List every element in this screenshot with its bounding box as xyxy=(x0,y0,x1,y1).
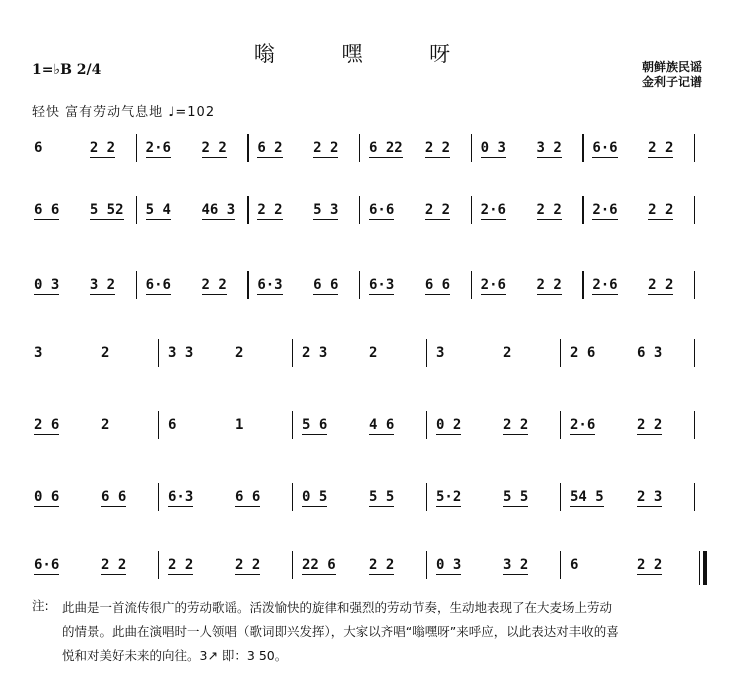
beat: 2 2 xyxy=(369,557,395,573)
beat: 2 xyxy=(101,417,110,433)
barline xyxy=(247,196,248,224)
barline xyxy=(247,134,248,162)
beat: 2·6 xyxy=(145,140,171,156)
beat: 3 xyxy=(34,345,43,361)
beat: 2 xyxy=(101,345,110,361)
beat: 2·6 xyxy=(480,277,506,293)
beat: 2·6 xyxy=(570,417,596,433)
barline xyxy=(158,483,159,511)
barline xyxy=(359,134,360,162)
footnote-line: 此曲是一首流传很广的劳动歌谣。活泼愉快的旋律和强烈的劳动节奏，生动地表现了在大麦场上劳动 xyxy=(62,600,613,615)
beat: 2 2 xyxy=(168,557,194,573)
beat: 2·6 xyxy=(592,202,618,218)
barline xyxy=(694,196,695,224)
barline xyxy=(582,134,583,162)
beat: 6 2 xyxy=(257,140,283,156)
barline xyxy=(158,551,159,579)
beat: 6 xyxy=(168,417,177,433)
beat: 6·3 xyxy=(369,277,395,293)
barline xyxy=(471,271,472,299)
barline xyxy=(292,339,293,367)
beat: 5 52 xyxy=(89,202,124,218)
barline xyxy=(292,411,293,439)
beat: 5 5 xyxy=(503,489,529,505)
barline xyxy=(426,551,427,579)
barline xyxy=(247,271,248,299)
barline xyxy=(136,271,137,299)
beat: 6·6 xyxy=(592,140,618,156)
barline xyxy=(560,411,561,439)
beat: 5 3 xyxy=(313,202,339,218)
beat: 6 6 xyxy=(101,489,127,505)
beat: 5 4 xyxy=(145,202,171,218)
beat: 3 3 xyxy=(168,345,194,361)
beat: 2 2 xyxy=(536,202,562,218)
beat: 2 xyxy=(369,345,378,361)
beat: 2 2 xyxy=(313,140,339,156)
barline xyxy=(292,483,293,511)
beat: 2 2 xyxy=(648,202,674,218)
credits xyxy=(642,60,702,90)
score-row xyxy=(0,405,734,445)
barline xyxy=(426,339,427,367)
barline xyxy=(359,271,360,299)
credit-origin: 朝鲜族民谣 xyxy=(641,60,702,74)
tempo-marking: 轻快 富有劳动气息地 ♩=102 xyxy=(32,105,216,120)
score-row xyxy=(0,545,734,585)
beat: 2 6 xyxy=(34,417,60,433)
beat: 6·6 xyxy=(369,202,395,218)
beat: 5·2 xyxy=(436,489,462,505)
score-row xyxy=(0,265,734,305)
beat: 2 xyxy=(503,345,512,361)
beat: 6 6 xyxy=(235,489,261,505)
barline xyxy=(426,411,427,439)
barline xyxy=(158,411,159,439)
barline xyxy=(694,483,695,511)
footnote xyxy=(62,596,702,668)
beat: 6·3 xyxy=(257,277,283,293)
credit-transcriber: 金利子记谱 xyxy=(641,75,702,89)
beat: 2 3 xyxy=(637,489,663,505)
beat: 5 5 xyxy=(369,489,395,505)
beat: 2 xyxy=(235,345,244,361)
key-signature: 1=♭B 2/4 xyxy=(32,62,102,78)
beat: 2 2 xyxy=(648,277,674,293)
song-title: 嗡 嘿 呀 xyxy=(253,42,481,66)
barline xyxy=(292,551,293,579)
beat: 2 6 xyxy=(570,345,596,361)
beat: 1 xyxy=(235,417,244,433)
footnote-line: 的情景。此曲在演唱时一人领唱（歌词即兴发挥），大家以齐唱“嗡嘿呀”来呼应，以此表达对丰收的喜 xyxy=(62,624,619,639)
beat: 22 6 xyxy=(302,557,336,573)
beat: 0 6 xyxy=(34,489,60,505)
score-row xyxy=(0,333,734,373)
barline xyxy=(471,134,472,162)
beat: 2 2 xyxy=(424,202,451,218)
beat: 5 6 xyxy=(302,417,328,433)
beat: 2·6 xyxy=(592,277,618,293)
beat: 2 2 xyxy=(201,277,227,293)
beat: 46 3 xyxy=(201,202,236,218)
final-barline-thin xyxy=(699,551,700,585)
barline xyxy=(694,134,695,162)
beat: 2 2 xyxy=(637,557,663,573)
barline xyxy=(136,196,137,224)
barline xyxy=(560,339,561,367)
beat: 2 3 xyxy=(302,345,328,361)
final-barline-thick xyxy=(703,551,707,585)
barline xyxy=(359,196,360,224)
beat: 3 xyxy=(436,345,445,361)
beat: 2 2 xyxy=(648,140,674,156)
beat: 2 2 xyxy=(257,202,283,218)
beat: 6 6 xyxy=(34,202,60,218)
beat: 54 5 xyxy=(570,489,604,505)
beat: 6·6 xyxy=(145,277,171,293)
beat: 4 6 xyxy=(369,417,395,433)
beat: 2 2 xyxy=(235,557,261,573)
score-row xyxy=(0,128,734,168)
beat: 6 6 xyxy=(424,277,451,293)
footnote-line: 悦和对美好未来的向往。3↗ 即：3 50。 xyxy=(62,648,288,663)
barline xyxy=(694,271,695,299)
beat: 3 2 xyxy=(503,557,529,573)
barline xyxy=(582,196,583,224)
beat: 2·6 xyxy=(480,202,506,218)
score-row xyxy=(0,477,734,517)
score-row xyxy=(0,190,734,230)
beat: 6·6 xyxy=(34,557,60,573)
beat: 2 2 xyxy=(201,140,227,156)
beat: 6 6 xyxy=(313,277,339,293)
beat: 2 2 xyxy=(89,140,116,156)
barline xyxy=(560,551,561,579)
beat: 6 xyxy=(570,557,579,573)
beat: 0 3 xyxy=(436,557,462,573)
barline xyxy=(694,411,695,439)
footnote-label: 注: xyxy=(32,598,49,613)
beat: 2 2 xyxy=(536,277,562,293)
beat: 2 2 xyxy=(424,140,451,156)
beat: 2 2 xyxy=(637,417,663,433)
beat: 0 3 xyxy=(34,277,60,293)
beat: 6 22 xyxy=(369,140,403,156)
barline xyxy=(560,483,561,511)
barline xyxy=(426,483,427,511)
barline xyxy=(582,271,583,299)
beat: 0 3 xyxy=(480,140,506,156)
beat: 0 5 xyxy=(302,489,328,505)
barline xyxy=(694,339,695,367)
beat: 6 xyxy=(34,140,43,156)
beat: 3 2 xyxy=(536,140,562,156)
beat: 2 2 xyxy=(101,557,127,573)
barline xyxy=(136,134,137,162)
beat: 3 2 xyxy=(89,277,116,293)
barline xyxy=(471,196,472,224)
beat: 0 2 xyxy=(436,417,462,433)
beat: 6 3 xyxy=(637,345,663,361)
beat: 2 2 xyxy=(503,417,529,433)
barline xyxy=(158,339,159,367)
beat: 6·3 xyxy=(168,489,194,505)
